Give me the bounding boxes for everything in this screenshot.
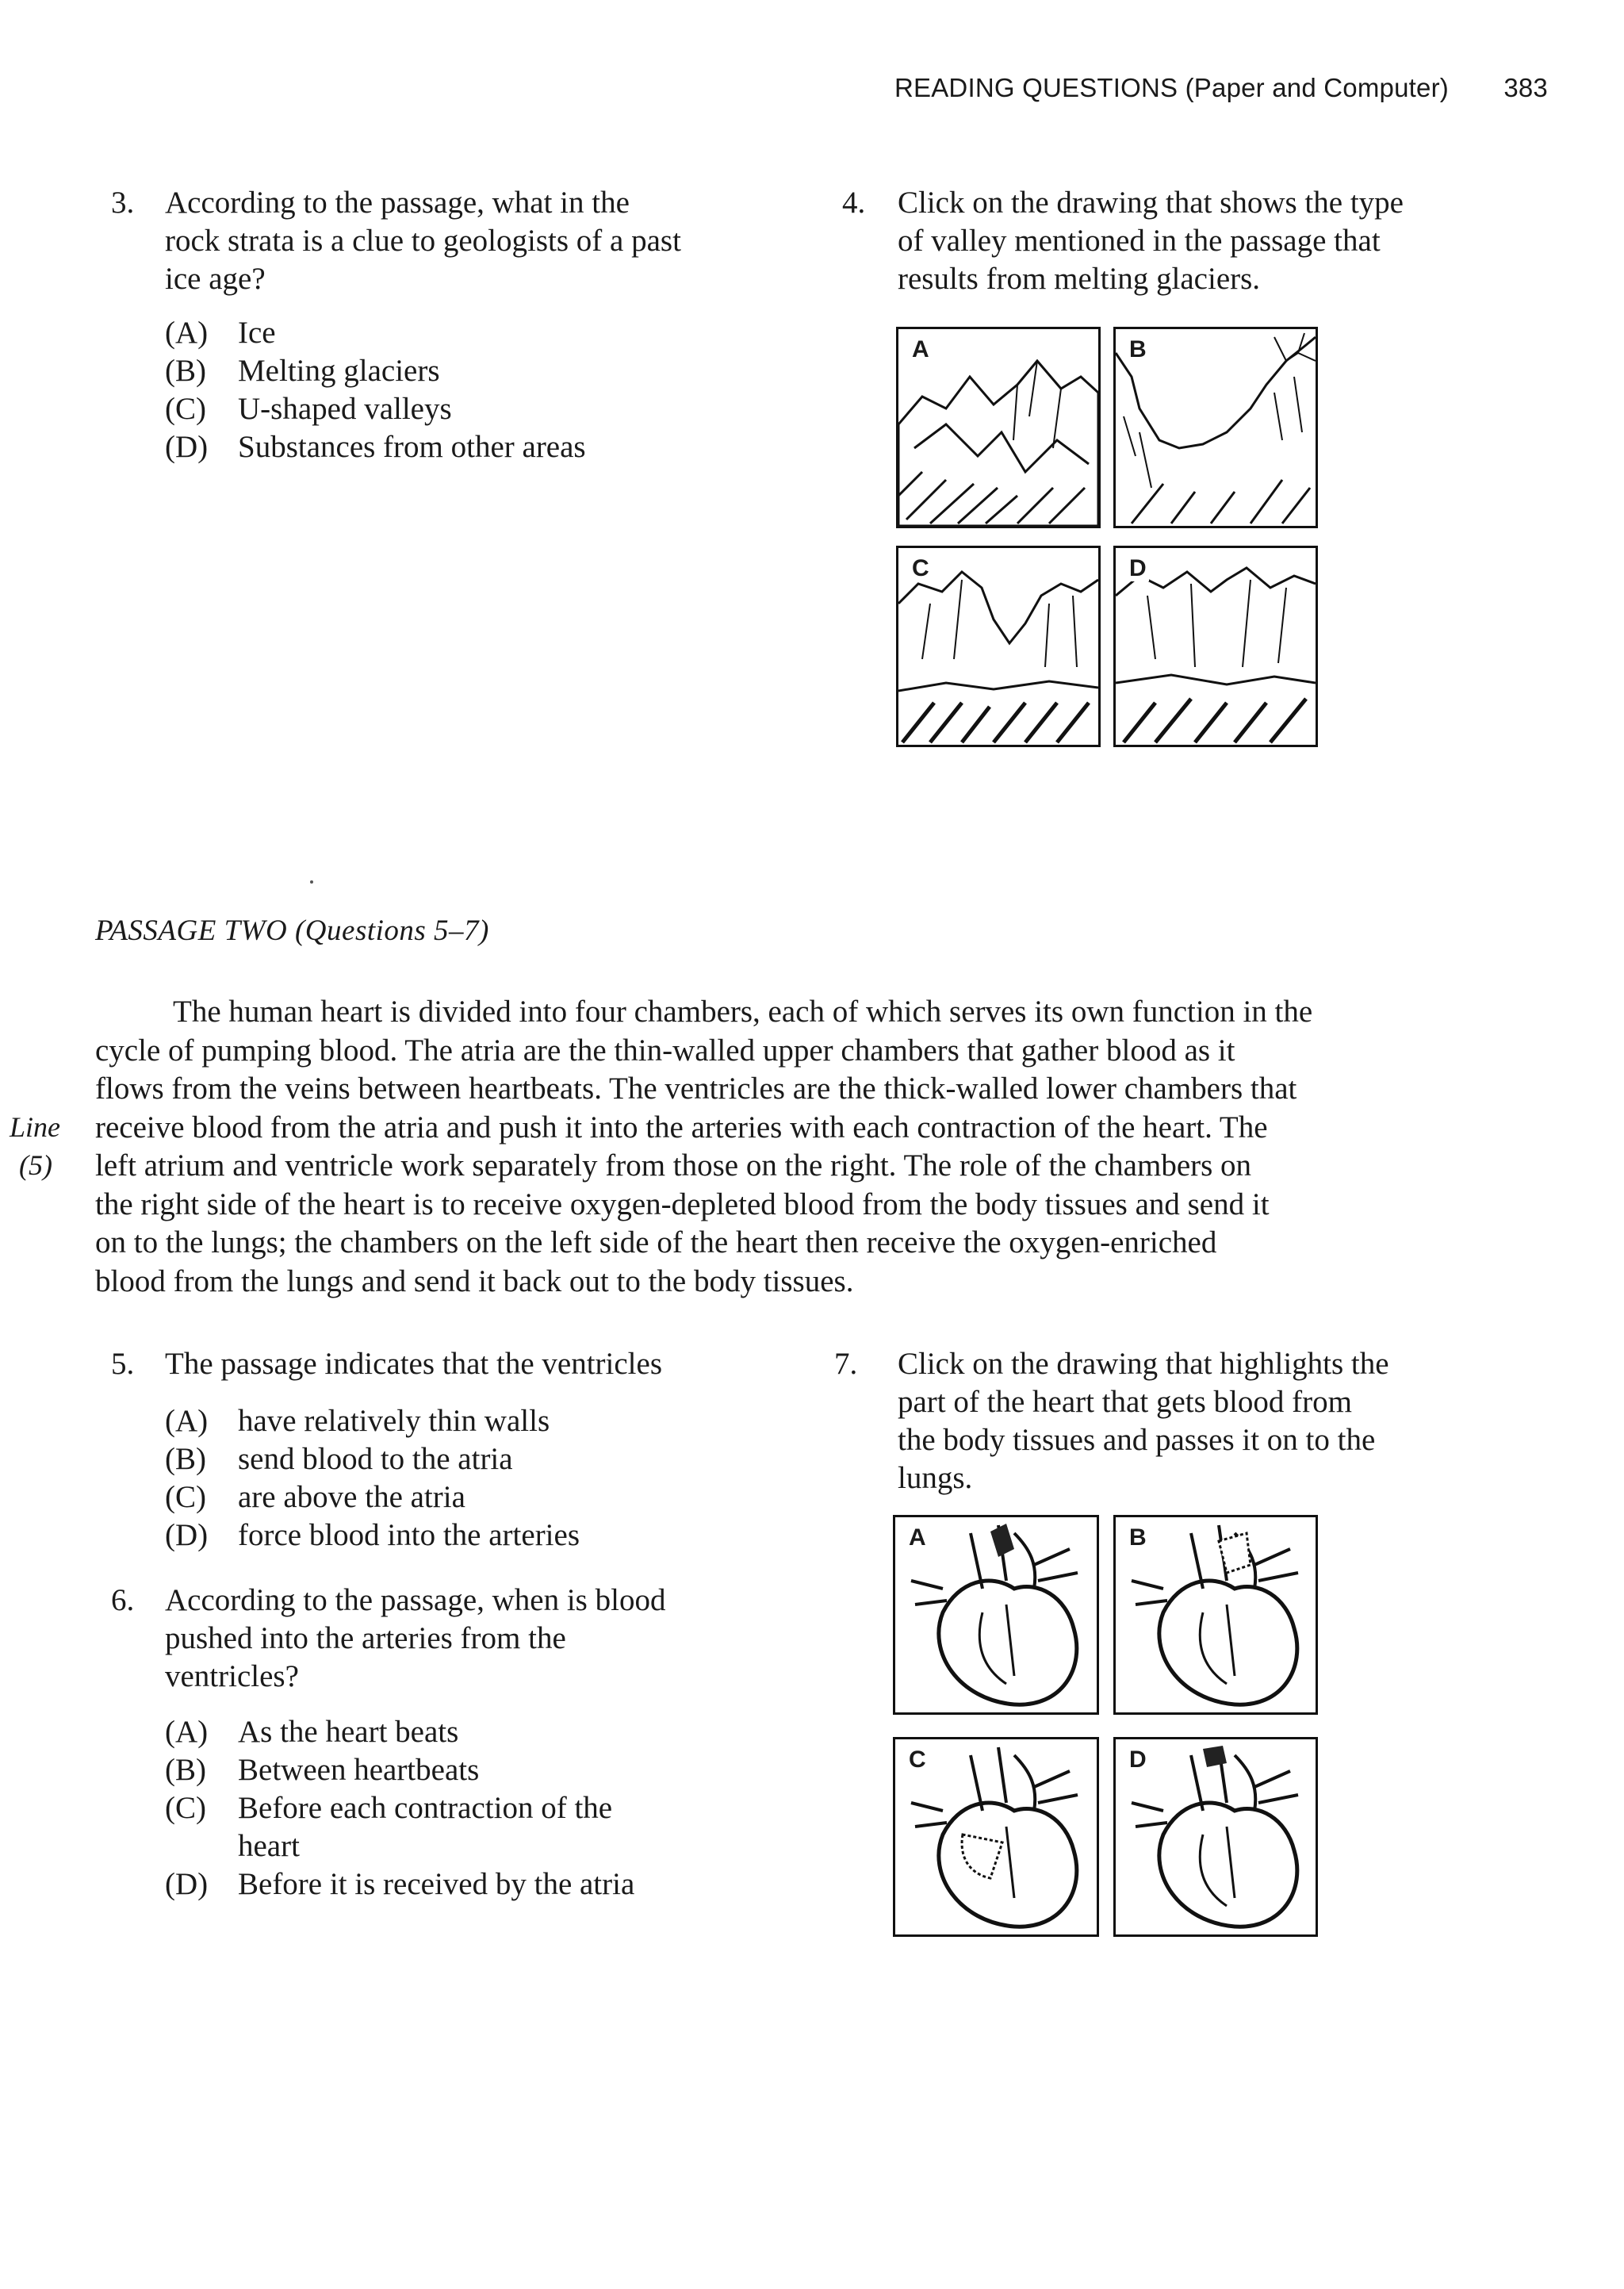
passage-line: blood from the lungs and send it back out to the body tissues.	[95, 1263, 854, 1298]
stem-line: pushed into the arteries from the	[165, 1621, 566, 1655]
option-text: Before each contraction of the heart	[238, 1791, 613, 1863]
question-stem	[898, 184, 1540, 298]
choice-label: B	[1127, 337, 1149, 362]
stem-line: Click on the drawing that shows the type	[898, 186, 1404, 220]
option-text: Ice	[238, 316, 276, 350]
valley-drawing-c[interactable]	[896, 546, 1101, 747]
choice-label: D	[1127, 1747, 1149, 1773]
option-text: Before it is received by the atria	[238, 1867, 635, 1901]
option-letter: (B)	[165, 354, 206, 388]
question-3	[111, 184, 809, 466]
stem-line: of valley mentioned in the passage that	[898, 224, 1381, 258]
question-stem	[165, 1582, 809, 1696]
option-letter: (D)	[165, 1518, 209, 1552]
valley-drawing-a[interactable]	[896, 327, 1101, 528]
choice-label: A	[906, 1525, 929, 1551]
line-number: (5)	[19, 1149, 52, 1181]
passage-line: cycle of pumping blood. The atria are the thin-walled upper chambers that gather blood as it	[95, 1033, 1235, 1068]
option-text: Between heartbeats	[238, 1753, 480, 1787]
question-4	[842, 184, 1540, 298]
option-text: U-shaped valleys	[238, 392, 452, 426]
question-number: 7.	[834, 1347, 858, 1381]
running-header	[0, 73, 1548, 103]
option-text: have relatively thin walls	[238, 1404, 550, 1438]
question-6	[111, 1582, 809, 1904]
answer-options	[165, 314, 809, 466]
option-b[interactable]	[165, 352, 809, 390]
question-stem	[165, 184, 809, 298]
option-letter: (C)	[165, 1480, 206, 1514]
passage-line: on to the lungs; the chambers on the left side of the heart then receive the oxygen-enriched	[95, 1225, 1217, 1260]
heart-drawing-d[interactable]	[1113, 1737, 1318, 1937]
option-c[interactable]	[165, 390, 809, 428]
line-label: Line	[10, 1111, 61, 1143]
option-a[interactable]	[165, 314, 809, 352]
choice-label: A	[910, 337, 932, 362]
option-d[interactable]	[165, 1516, 809, 1555]
option-text: are above the atria	[238, 1480, 465, 1514]
question-number: 4.	[842, 186, 866, 220]
stem-line: According to the passage, when is blood	[165, 1583, 666, 1617]
answer-options	[165, 1402, 809, 1555]
heart-drawing-a[interactable]	[893, 1515, 1099, 1715]
stem-line: According to the passage, what in the	[165, 186, 630, 220]
option-letter: (B)	[165, 1753, 206, 1787]
stem-line: The passage indicates that the ventricles	[165, 1347, 663, 1381]
page-number: 383	[1503, 73, 1548, 102]
passage-line: the right side of the heart is to receive oxygen-depleted blood from the body tissues and send it	[95, 1187, 1270, 1221]
question-number: 3.	[111, 186, 135, 220]
heart-drawing-c[interactable]	[893, 1737, 1099, 1937]
stem-line: lungs.	[898, 1461, 973, 1495]
heart-drawing-b[interactable]	[1113, 1515, 1318, 1715]
stem-line: ice age?	[165, 262, 266, 296]
option-text: send blood to the atria	[238, 1442, 513, 1476]
option-letter: (C)	[165, 1791, 206, 1825]
option-d[interactable]	[165, 1865, 672, 1904]
passage-line: left atrium and ventricle work separately from those on the right. The role of the chambers on	[95, 1148, 1252, 1183]
option-c[interactable]	[165, 1478, 809, 1516]
stem-line: ventricles?	[165, 1659, 299, 1693]
stem-line: rock strata is a clue to geologists of a past	[165, 224, 681, 258]
option-a[interactable]	[165, 1402, 809, 1440]
question-7	[834, 1345, 1532, 1497]
question-stem	[898, 1345, 1532, 1497]
option-d[interactable]	[165, 428, 809, 466]
option-text: force blood into the arteries	[238, 1518, 580, 1552]
stem-line: part of the heart that gets blood from	[898, 1385, 1352, 1419]
answer-options	[165, 1713, 672, 1904]
option-text: Substances from other areas	[238, 430, 586, 464]
stem-line: Click on the drawing that highlights the	[898, 1347, 1389, 1381]
question-number: 5.	[111, 1347, 135, 1381]
option-c[interactable]	[165, 1789, 666, 1865]
question-stem	[165, 1345, 809, 1383]
section-title: READING QUESTIONS (Paper and Computer)	[894, 73, 1449, 102]
option-b[interactable]	[165, 1751, 672, 1789]
passage-title: PASSAGE TWO (Questions 5–7)	[95, 914, 489, 947]
option-letter: (A)	[165, 1404, 209, 1438]
stem-line: the body tissues and passes it on to the	[898, 1423, 1376, 1457]
option-a[interactable]	[165, 1713, 672, 1751]
option-letter: (A)	[165, 316, 209, 350]
option-letter: (D)	[165, 430, 209, 464]
option-letter: (B)	[165, 1442, 206, 1476]
question-number: 6.	[111, 1583, 135, 1617]
choice-label: C	[910, 556, 932, 581]
stem-line: results from melting glaciers.	[898, 262, 1261, 296]
option-letter: (D)	[165, 1867, 209, 1901]
valley-drawing-b[interactable]	[1113, 327, 1318, 528]
choice-label: C	[906, 1747, 929, 1773]
question-5	[111, 1345, 809, 1555]
option-text: As the heart beats	[238, 1715, 459, 1749]
option-letter: (C)	[165, 392, 206, 426]
passage-text	[95, 993, 1475, 1301]
option-text: Melting glaciers	[238, 354, 440, 388]
passage-line: receive blood from the atria and push it into the arteries with each contraction of the heart. The	[95, 1110, 1268, 1144]
choice-label: D	[1127, 556, 1149, 581]
passage-line: The human heart is divided into four chambers, each of which serves its own function in the	[173, 995, 1313, 1029]
valley-drawing-d[interactable]	[1113, 546, 1318, 747]
passage-line: flows from the veins between heartbeats. The ventricles are the thick-walled lower chambers that	[95, 1072, 1297, 1106]
stray-mark	[310, 880, 313, 884]
option-letter: (A)	[165, 1715, 209, 1749]
option-b[interactable]	[165, 1440, 809, 1478]
choice-label: B	[1127, 1525, 1149, 1551]
